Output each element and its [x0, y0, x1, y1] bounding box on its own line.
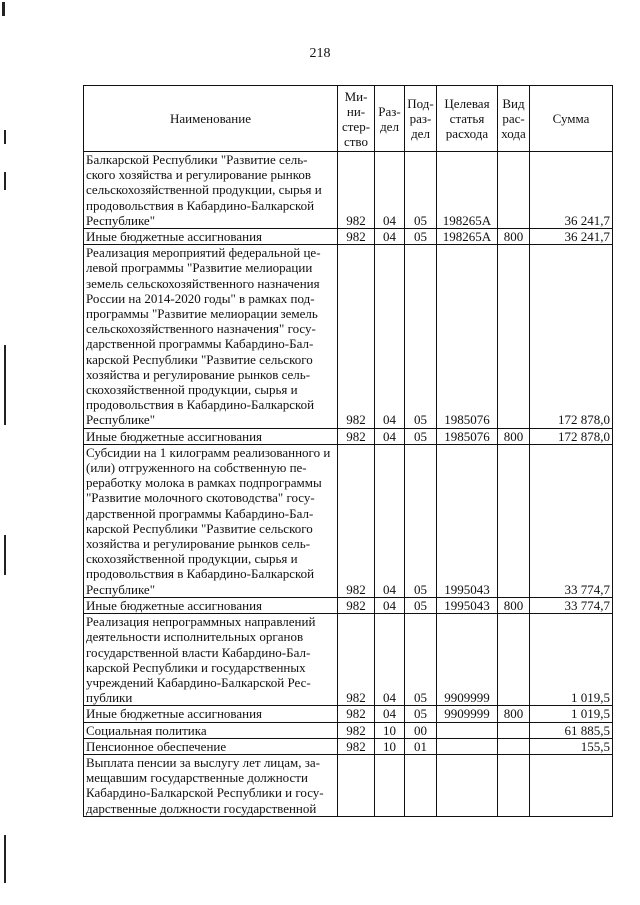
row-amount: 33 774,7	[530, 597, 613, 613]
row-article: 1995043	[437, 444, 498, 597]
row-ministry: 982	[338, 229, 375, 245]
row-article: 9909999	[437, 706, 498, 722]
row-ministry: 982	[338, 597, 375, 613]
row-name: Социальная политика	[84, 722, 338, 738]
row-ministry: 982	[338, 428, 375, 444]
row-ministry: 982	[338, 614, 375, 706]
row-subsection: 05	[405, 428, 437, 444]
row-section: 04	[375, 444, 405, 597]
header-section: Раз- дел	[375, 86, 405, 152]
table-row	[84, 614, 613, 706]
table-row	[84, 444, 613, 597]
scan-mark	[4, 535, 6, 575]
row-type	[498, 738, 530, 754]
page-number: 218	[309, 46, 331, 61]
row-section: 04	[375, 706, 405, 722]
row-article: 1995043	[437, 597, 498, 613]
row-amount: 33 774,7	[530, 444, 613, 597]
row-section: 10	[375, 722, 405, 738]
row-name: Реализация мероприятий федеральной це-левой программы "Развитие мелиорации земель сельскохозяйственного назначения России на 2014-2020 годы" в рамках под-программы "Развитие мелиорации земель сельскохозяйственного назначения" госу-дарственной программы Кабардино-Бал-карской Республики "Развитие сельского хозяйства и регулирование рынков сель-скохозяйственной продукции, сырья и продовольствия в Кабардино-Балкарской Республике"	[84, 245, 338, 428]
header-expense-type: Вид рас- хода	[498, 86, 530, 152]
row-article: 198265A	[437, 152, 498, 229]
row-name: Реализация непрограммных направлений деятельности исполнительных органов государственной власти Кабардино-Бал-карской Республики и государственных учреждений Кабардино-Балкарской Рес-публики	[84, 614, 338, 706]
row-article	[437, 754, 498, 816]
row-name: Пенсионное обеспечение	[84, 738, 338, 754]
header-name: Наименование	[84, 86, 338, 152]
scan-mark	[4, 172, 6, 190]
row-amount: 172 878,0	[530, 428, 613, 444]
row-subsection: 05	[405, 245, 437, 428]
row-subsection: 05	[405, 444, 437, 597]
table-row	[84, 754, 613, 816]
row-amount	[530, 754, 613, 816]
row-article: 1985076	[437, 245, 498, 428]
row-name: Выплата пенсии за выслугу лет лицам, за-мещавшим государственные должности Кабардино-Балкарской Республики и госу-дарственные должности государственной	[84, 754, 338, 816]
row-subsection: 05	[405, 229, 437, 245]
row-ministry: 982	[338, 245, 375, 428]
row-section	[375, 754, 405, 816]
row-article: 9909999	[437, 614, 498, 706]
row-subsection: 05	[405, 614, 437, 706]
row-amount: 172 878,0	[530, 245, 613, 428]
row-section: 04	[375, 597, 405, 613]
row-amount: 36 241,7	[530, 152, 613, 229]
row-section: 04	[375, 428, 405, 444]
row-article: 1985076	[437, 428, 498, 444]
table-row	[84, 245, 613, 428]
table-row	[84, 738, 613, 754]
row-name: Субсидии на 1 килограмм реализованного и (или) отгруженного на собственную пе-реработку молока в рамках подпрограммы "Развитие молочного скотоводства" госу-дарственной программы Кабардино-Бал-карской Республики "Развитие сельского хозяйства и регулирование рынков сель-скохозяйственной продукции, сырья и продовольствия в Кабардино-Балкарской Республике"	[84, 444, 338, 597]
header-target-article: Целевая статья расхода	[437, 86, 498, 152]
row-section: 04	[375, 245, 405, 428]
row-section: 04	[375, 229, 405, 245]
row-article	[437, 722, 498, 738]
row-name: Иные бюджетные ассигнования	[84, 229, 338, 245]
row-amount: 61 885,5	[530, 722, 613, 738]
scan-mark	[4, 130, 6, 144]
row-type	[498, 722, 530, 738]
row-ministry: 982	[338, 706, 375, 722]
row-name: Иные бюджетные ассигнования	[84, 428, 338, 444]
row-amount: 36 241,7	[530, 229, 613, 245]
row-amount: 1 019,5	[530, 614, 613, 706]
row-amount: 1 019,5	[530, 706, 613, 722]
row-type	[498, 614, 530, 706]
row-ministry: 982	[338, 722, 375, 738]
header-ministry: Ми- ни- стер- ство	[338, 86, 375, 152]
row-name: Балкарской Республики "Развитие сель-ского хозяйства и регулирование рынков сельскохозяйственной продукции, сырья и продовольствия в Кабардино-Балкарской Республике"	[84, 152, 338, 229]
row-type: 800	[498, 706, 530, 722]
row-type	[498, 152, 530, 229]
row-section: 04	[375, 152, 405, 229]
row-type	[498, 444, 530, 597]
row-ministry	[338, 754, 375, 816]
row-type: 800	[498, 428, 530, 444]
row-ministry: 982	[338, 152, 375, 229]
row-type	[498, 245, 530, 428]
table-row	[84, 706, 613, 722]
row-subsection: 05	[405, 597, 437, 613]
table-row	[84, 229, 613, 245]
header-amount: Сумма	[530, 86, 613, 152]
table-row	[84, 722, 613, 738]
row-section: 10	[375, 738, 405, 754]
row-subsection: 01	[405, 738, 437, 754]
header-subsection: Под- раз- дел	[405, 86, 437, 152]
row-type: 800	[498, 597, 530, 613]
row-type: 800	[498, 229, 530, 245]
table-row	[84, 152, 613, 229]
scan-mark	[4, 835, 6, 883]
row-article: 198265A	[437, 229, 498, 245]
table-row	[84, 597, 613, 613]
row-subsection: 05	[405, 706, 437, 722]
row-subsection: 05	[405, 152, 437, 229]
budget-table	[83, 85, 613, 817]
table-header-row	[84, 86, 613, 152]
row-section: 04	[375, 614, 405, 706]
scan-mark	[2, 2, 5, 16]
row-ministry: 982	[338, 444, 375, 597]
row-name: Иные бюджетные ассигнования	[84, 706, 338, 722]
row-name: Иные бюджетные ассигнования	[84, 597, 338, 613]
row-article	[437, 738, 498, 754]
row-subsection	[405, 754, 437, 816]
scan-mark	[4, 345, 6, 425]
row-amount: 155,5	[530, 738, 613, 754]
row-type	[498, 754, 530, 816]
row-subsection: 00	[405, 722, 437, 738]
row-ministry: 982	[338, 738, 375, 754]
table-row	[84, 428, 613, 444]
